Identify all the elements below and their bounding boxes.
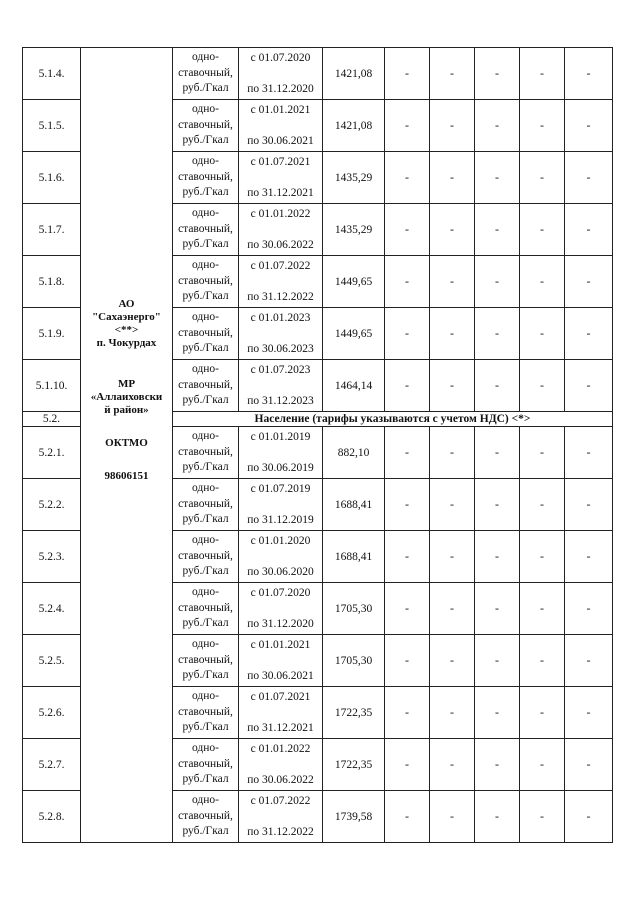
tariff-type-cell — [173, 256, 239, 308]
section-number: 5.2. — [23, 412, 81, 427]
tariff-type-line3: руб./Гкал — [182, 513, 229, 526]
tariff-table — [22, 47, 613, 843]
period-from: с 01.07.2022 — [250, 795, 311, 807]
empty-value-dash: - — [385, 687, 430, 739]
tariff-type-line2: ставочный, — [178, 497, 233, 510]
empty-value-dash: - — [520, 427, 565, 479]
row-number: 5.1.9. — [23, 308, 81, 360]
empty-value-dash: - — [565, 256, 613, 308]
empty-value-dash: - — [385, 100, 430, 152]
period-to: по 31.12.2022 — [247, 826, 314, 838]
tariff-type-cell — [173, 204, 239, 256]
period-from: с 01.07.2020 — [250, 52, 311, 64]
empty-value-dash: - — [565, 479, 613, 531]
tariff-type-line3: руб./Гкал — [182, 290, 229, 303]
empty-value-dash: - — [430, 531, 475, 583]
tariff-type-cell — [173, 427, 239, 479]
tariff-type-line3: руб./Гкал — [182, 394, 229, 407]
tariff-type-cell — [173, 531, 239, 583]
tariff-type-line1: одно- — [191, 207, 219, 220]
empty-value-dash: - — [385, 531, 430, 583]
period-to: по 30.06.2021 — [247, 670, 314, 682]
tariff-type-line1: одно- — [191, 259, 219, 272]
empty-value-dash: - — [520, 308, 565, 360]
tariff-type-cell — [173, 791, 239, 843]
empty-value-dash: - — [475, 48, 520, 100]
empty-value-dash: - — [520, 360, 565, 412]
period-cell — [239, 687, 323, 739]
tariff-type-cell — [173, 687, 239, 739]
period-cell — [239, 583, 323, 635]
empty-value-dash: - — [430, 479, 475, 531]
tariff-value: 882,10 — [323, 427, 385, 479]
empty-value-dash: - — [520, 635, 565, 687]
period-to: по 30.06.2021 — [247, 135, 314, 147]
tariff-type-line1: одно- — [191, 638, 219, 651]
period-from: с 01.01.2023 — [250, 312, 311, 324]
tariff-type-line2: ставочный, — [178, 326, 233, 339]
empty-value-dash: - — [385, 256, 430, 308]
tariff-value: 1421,08 — [323, 48, 385, 100]
row-number: 5.2.1. — [23, 427, 81, 479]
period-to: по 30.06.2019 — [247, 462, 314, 474]
period-cell — [239, 531, 323, 583]
tariff-type-line3: руб./Гкал — [182, 134, 229, 147]
tariff-type-line1: одно- — [191, 51, 219, 64]
tariff-type-line1: одно- — [191, 103, 219, 116]
empty-value-dash: - — [430, 739, 475, 791]
empty-value-dash: - — [520, 256, 565, 308]
period-to: по 31.12.2019 — [247, 514, 314, 526]
org-type: АО — [118, 297, 135, 310]
tariff-value: 1739,58 — [323, 791, 385, 843]
row-number: 5.2.4. — [23, 583, 81, 635]
empty-value-dash: - — [520, 583, 565, 635]
tariff-type-line2: ставочный, — [178, 705, 233, 718]
empty-value-dash: - — [385, 635, 430, 687]
empty-value-dash: - — [520, 48, 565, 100]
period-to: по 31.12.2020 — [247, 83, 314, 95]
empty-value-dash: - — [520, 531, 565, 583]
period-cell — [239, 479, 323, 531]
tariff-type-line2: ставочный, — [178, 66, 233, 79]
tariff-type-line2: ставочный, — [178, 170, 233, 183]
period-to: по 31.12.2022 — [247, 291, 314, 303]
empty-value-dash: - — [385, 427, 430, 479]
empty-value-dash: - — [475, 360, 520, 412]
empty-value-dash: - — [475, 204, 520, 256]
tariff-value: 1421,08 — [323, 100, 385, 152]
period-to: по 30.06.2022 — [247, 774, 314, 786]
empty-value-dash: - — [475, 427, 520, 479]
empty-value-dash: - — [475, 100, 520, 152]
empty-value-dash: - — [430, 360, 475, 412]
row-number: 5.1.8. — [23, 256, 81, 308]
tariff-value: 1722,35 — [323, 687, 385, 739]
org-settlement: п. Чокурдах — [96, 336, 157, 349]
tariff-value: 1449,65 — [323, 308, 385, 360]
period-to: по 30.06.2023 — [247, 343, 314, 355]
district-name-part2: й район» — [104, 403, 149, 416]
empty-value-dash: - — [565, 635, 613, 687]
period-to: по 31.12.2021 — [247, 722, 314, 734]
period-from: с 01.07.2022 — [250, 260, 311, 272]
tariff-type-line3: руб./Гкал — [182, 721, 229, 734]
tariff-type-line2: ставочный, — [178, 222, 233, 235]
empty-value-dash: - — [475, 256, 520, 308]
row-number: 5.1.7. — [23, 204, 81, 256]
tariff-type-line3: руб./Гкал — [182, 617, 229, 630]
period-from: с 01.07.2021 — [250, 156, 311, 168]
empty-value-dash: - — [565, 739, 613, 791]
tariff-type-line1: одно- — [191, 155, 219, 168]
tariff-value: 1449,65 — [323, 256, 385, 308]
period-cell — [239, 308, 323, 360]
tariff-type-cell — [173, 635, 239, 687]
period-cell — [239, 152, 323, 204]
tariff-type-line3: руб./Гкал — [182, 238, 229, 251]
empty-value-dash: - — [565, 360, 613, 412]
empty-value-dash: - — [385, 583, 430, 635]
oktmo-label: ОКТМО — [105, 436, 148, 449]
empty-value-dash: - — [565, 791, 613, 843]
org-footnote: <**> — [114, 323, 139, 336]
period-cell — [239, 635, 323, 687]
empty-value-dash: - — [475, 479, 520, 531]
period-from: с 01.07.2020 — [250, 587, 311, 599]
row-number: 5.2.3. — [23, 531, 81, 583]
tariff-type-line3: руб./Гкал — [182, 669, 229, 682]
tariff-type-line1: одно- — [191, 742, 219, 755]
empty-value-dash: - — [385, 479, 430, 531]
tariff-type-line3: руб./Гкал — [182, 342, 229, 355]
empty-value-dash: - — [565, 204, 613, 256]
district-type: МР — [117, 377, 136, 390]
tariff-type-line2: ставочный, — [178, 445, 233, 458]
tariff-type-line2: ставочный, — [178, 549, 233, 562]
section-title: Население (тарифы указываются с учетом НДС) <*> — [173, 412, 613, 427]
row-number: 5.1.5. — [23, 100, 81, 152]
empty-value-dash: - — [565, 152, 613, 204]
tariff-type-line1: одно- — [191, 311, 219, 324]
period-from: с 01.01.2021 — [250, 639, 311, 651]
period-cell — [239, 256, 323, 308]
tariff-type-cell — [173, 479, 239, 531]
period-from: с 01.07.2019 — [250, 483, 311, 495]
empty-value-dash: - — [475, 739, 520, 791]
tariff-value: 1688,41 — [323, 479, 385, 531]
empty-value-dash: - — [385, 152, 430, 204]
tariff-type-line2: ставочный, — [178, 601, 233, 614]
tariff-type-line2: ставочный, — [178, 809, 233, 822]
tariff-value: 1722,35 — [323, 739, 385, 791]
empty-value-dash: - — [430, 100, 475, 152]
period-from: с 01.01.2022 — [250, 208, 311, 220]
tariff-type-line3: руб./Гкал — [182, 773, 229, 786]
empty-value-dash: - — [520, 204, 565, 256]
tariff-value: 1688,41 — [323, 531, 385, 583]
tariff-type-line2: ставочный, — [178, 118, 233, 131]
row-number: 5.1.4. — [23, 48, 81, 100]
period-cell — [239, 427, 323, 479]
period-to: по 31.12.2023 — [247, 395, 314, 407]
period-to: по 31.12.2020 — [247, 618, 314, 630]
tariff-type-line1: одно- — [191, 794, 219, 807]
period-from: с 01.01.2022 — [250, 743, 311, 755]
empty-value-dash: - — [430, 256, 475, 308]
tariff-value: 1435,29 — [323, 204, 385, 256]
period-from: с 01.01.2021 — [250, 104, 311, 116]
empty-value-dash: - — [385, 204, 430, 256]
tariff-type-line2: ставочный, — [178, 274, 233, 287]
empty-value-dash: - — [475, 635, 520, 687]
empty-value-dash: - — [475, 308, 520, 360]
row-number: 5.2.6. — [23, 687, 81, 739]
organization-cell — [81, 48, 173, 843]
tariff-table-body — [23, 48, 613, 843]
tariff-type-line2: ставочный, — [178, 653, 233, 666]
row-number: 5.2.7. — [23, 739, 81, 791]
empty-value-dash: - — [520, 687, 565, 739]
tariff-value: 1705,30 — [323, 635, 385, 687]
period-to: по 30.06.2020 — [247, 566, 314, 578]
tariff-type-cell — [173, 100, 239, 152]
row-number: 5.2.2. — [23, 479, 81, 531]
tariff-type-cell — [173, 48, 239, 100]
tariff-type-line2: ставочный, — [178, 757, 233, 770]
tariff-type-line1: одно- — [191, 586, 219, 599]
tariff-type-line1: одно- — [191, 430, 219, 443]
period-cell — [239, 48, 323, 100]
empty-value-dash: - — [565, 687, 613, 739]
empty-value-dash: - — [430, 583, 475, 635]
tariff-type-cell — [173, 152, 239, 204]
empty-value-dash: - — [475, 531, 520, 583]
empty-value-dash: - — [430, 687, 475, 739]
period-from: с 01.01.2020 — [250, 535, 311, 547]
empty-value-dash: - — [430, 791, 475, 843]
period-cell — [239, 100, 323, 152]
empty-value-dash: - — [430, 635, 475, 687]
empty-value-dash: - — [565, 427, 613, 479]
empty-value-dash: - — [475, 152, 520, 204]
tariff-type-cell — [173, 739, 239, 791]
tariff-type-line3: руб./Гкал — [182, 565, 229, 578]
empty-value-dash: - — [520, 479, 565, 531]
period-cell — [239, 204, 323, 256]
period-from: с 01.01.2019 — [250, 431, 311, 443]
org-name: "Сахаэнерго" — [92, 310, 161, 323]
tariff-value: 1464,14 — [323, 360, 385, 412]
tariff-type-line1: одно- — [191, 482, 219, 495]
table-row — [23, 48, 613, 100]
empty-value-dash: - — [430, 204, 475, 256]
tariff-type-line3: руб./Гкал — [182, 461, 229, 474]
empty-value-dash: - — [475, 583, 520, 635]
empty-value-dash: - — [430, 48, 475, 100]
empty-value-dash: - — [430, 427, 475, 479]
empty-value-dash: - — [520, 152, 565, 204]
period-cell — [239, 739, 323, 791]
tariff-type-line1: одно- — [191, 690, 219, 703]
tariff-value: 1705,30 — [323, 583, 385, 635]
empty-value-dash: - — [520, 791, 565, 843]
empty-value-dash: - — [565, 48, 613, 100]
row-number: 5.2.8. — [23, 791, 81, 843]
row-number: 5.1.6. — [23, 152, 81, 204]
tariff-type-line3: руб./Гкал — [182, 825, 229, 838]
empty-value-dash: - — [565, 583, 613, 635]
empty-value-dash: - — [475, 791, 520, 843]
period-to: по 31.12.2021 — [247, 187, 314, 199]
period-cell — [239, 360, 323, 412]
empty-value-dash: - — [475, 687, 520, 739]
period-to: по 30.06.2022 — [247, 239, 314, 251]
tariff-type-line1: одно- — [191, 363, 219, 376]
tariff-type-line2: ставочный, — [178, 378, 233, 391]
empty-value-dash: - — [385, 739, 430, 791]
tariff-type-line3: руб./Гкал — [182, 82, 229, 95]
period-cell — [239, 791, 323, 843]
tariff-type-line1: одно- — [191, 534, 219, 547]
empty-value-dash: - — [385, 360, 430, 412]
tariff-type-cell — [173, 583, 239, 635]
tariff-type-cell — [173, 360, 239, 412]
period-from: с 01.07.2023 — [250, 364, 311, 376]
empty-value-dash: - — [385, 791, 430, 843]
empty-value-dash: - — [565, 308, 613, 360]
tariff-type-cell — [173, 308, 239, 360]
empty-value-dash: - — [565, 100, 613, 152]
empty-value-dash: - — [385, 308, 430, 360]
empty-value-dash: - — [430, 152, 475, 204]
empty-value-dash: - — [430, 308, 475, 360]
empty-value-dash: - — [385, 48, 430, 100]
empty-value-dash: - — [565, 531, 613, 583]
row-number: 5.1.10. — [23, 360, 81, 412]
row-number: 5.2.5. — [23, 635, 81, 687]
oktmo-code: 98606151 — [104, 469, 149, 482]
district-name-part1: «Аллаиховски — [90, 390, 163, 403]
period-from: с 01.07.2021 — [250, 691, 311, 703]
tariff-type-line3: руб./Гкал — [182, 186, 229, 199]
empty-value-dash: - — [520, 100, 565, 152]
empty-value-dash: - — [520, 739, 565, 791]
tariff-value: 1435,29 — [323, 152, 385, 204]
